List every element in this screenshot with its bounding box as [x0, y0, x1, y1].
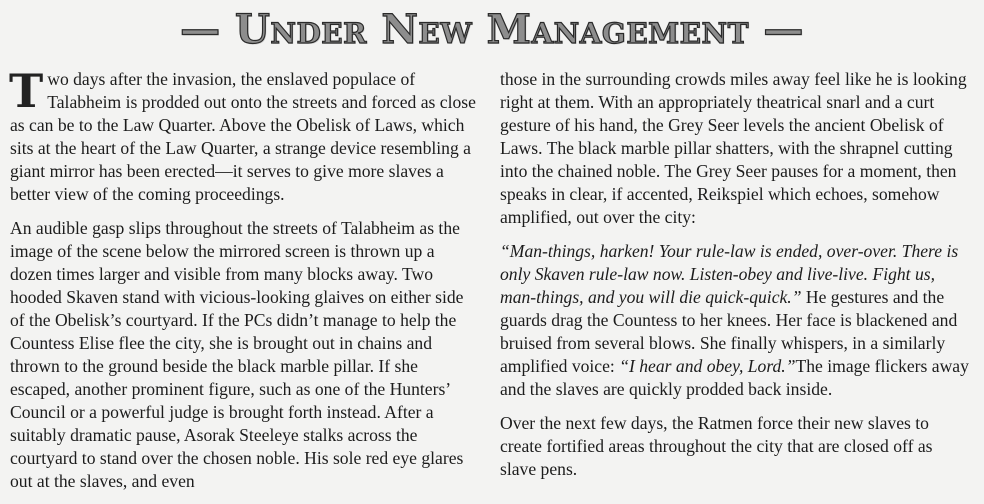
paragraph-speech [500, 240, 970, 401]
drop-cap: T [9, 64, 44, 118]
paragraph-crowds: those in the surrounding crowds miles away feel like he is looking right at them. With an appropriately theatrical snarl and a curt gesture of his hand, the Grey Seer levels the ancient Obelisk of Laws. The black marble pillar shatters, with the shrapnel cutting into the chained noble. The Grey Seer pauses for a moment, then speaks in clear, if accented, Reikspiel which echoes, somehow amplified, out over the city: [500, 69, 967, 227]
left-column [9, 64, 476, 504]
section-heading [0, 4, 984, 56]
heading-dash-right: — [763, 6, 804, 53]
paragraph-invasion [9, 64, 476, 206]
paragraph-speech-text-a: He gestures and the guards drag the Countess to her knees. Her face is blackened and bruised from several blows. She finally whispers, in a similarly amplified voice: [500, 287, 958, 376]
countess-reply-quote: “I hear and obey, Lord.” [619, 356, 796, 376]
skaven-speech-quote: “Man-things, harken! Your rule-law is ended, over-over. There is only Skaven rule-law now. Listen-obey and live-live. Fight us, man-things, and you will die quick-quick.” [500, 241, 959, 307]
paragraph-speech-text-b: The image flickers away and the slaves are quickly prodded back inside. [500, 356, 969, 399]
heading-title: Under New Management [235, 6, 749, 53]
heading-dash-left: — [180, 6, 221, 53]
paragraph-slave-pens: Over the next few days, the Ratmen force their new slaves to create fortified areas throughout the city that are closed off as slave pens. [500, 413, 933, 479]
paragraph-invasion-text: wo days after the invasion, the enslaved populace of Talabheim is prodded out onto the streets and forced as close as can be to the Law Quarter. Above the Obelisk of Laws, which sits at the heart of the Law Quarter, a strange device resembling a giant mirror has been erected—it serves to give more slaves a better view of the coming proceedings. [10, 69, 476, 204]
paragraph-gasp: An audible gasp slips throughout the streets of Talabheim as the image of the scene below the mirrored screen is thrown up a dozen times larger and visible from many blocks away. Two hooded Skaven stand with vicious-looking glaives on either side of the Obelisk’s courtyard. If the PCs didn’t manage to help the Countess Elise flee the city, she is brought out in chains and thrown to the ground beside the black marble pillar. If she escaped, another prominent figure, such as one of the Hunters’ Council or a powerful judge is brought forth instead. After a suitably dramatic pause, Asorak Steeleye stalks across the courtyard to stand over the chosen noble. His sole red eye glares out at the slaves, and even [10, 218, 464, 491]
right-column [500, 68, 970, 492]
